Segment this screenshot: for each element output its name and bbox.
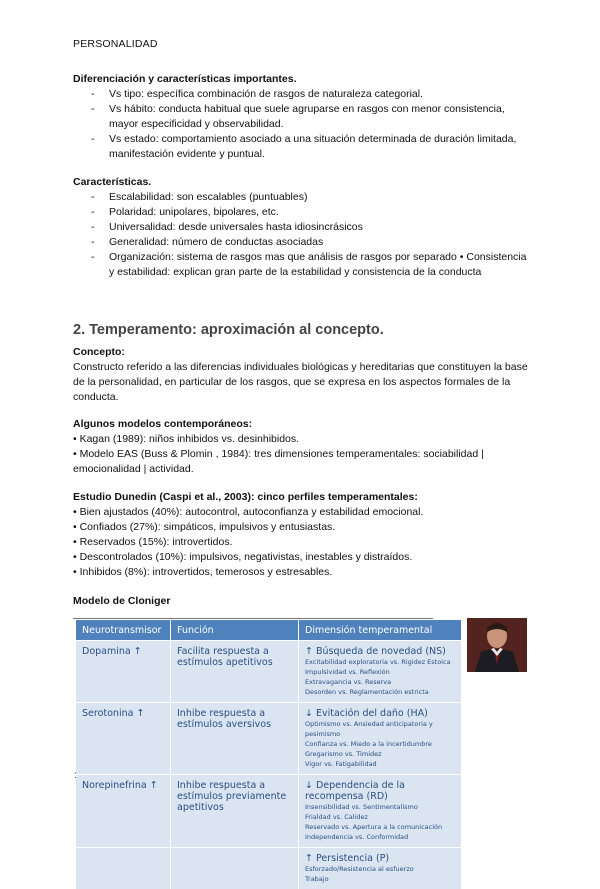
- column-header: Neurotransmisor: [76, 620, 171, 641]
- list-item: • Modelo EAS (Buss & Plomin , 1984): tres dimensiones temperamentales: sociabilidad | emocionalidad | actividad.: [73, 447, 533, 477]
- diferenciacion-title: Diferenciación y características importantes.: [73, 72, 533, 87]
- table-row: [76, 703, 462, 775]
- dimension-cell: [299, 703, 462, 775]
- function-cell: Inhibe respuesta a estímulos previamente apetitivos: [171, 775, 299, 848]
- table-header-row: [76, 620, 462, 641]
- list-item: - Organización: sistema de rasgos mas que análisis de rasgos por separado • Consistencia y estabilidad: explican gran parte de la estabilidad y consistencia de la conducta: [73, 250, 533, 280]
- cloniger-table: [76, 620, 462, 889]
- dimension-subitem: Trabajo: [305, 874, 455, 884]
- list-item: • Reservados (15%): introvertidos.: [73, 535, 533, 550]
- function-cell: Inhibe respuesta a estímulos aversivos: [171, 703, 299, 775]
- dimension-subitem: Excitabilidad exploratoria vs. Rigidez Estoica: [305, 657, 455, 667]
- dimension-subitem: Extravagancia vs. Reserva: [305, 677, 455, 687]
- dimension-title: ↓ Dependencia de la recompensa (RD): [305, 780, 455, 802]
- dimension-title: ↑ Búsqueda de novedad (NS): [305, 646, 455, 657]
- modelos-title: Algunos modelos contemporáneos:: [73, 417, 533, 432]
- dimension-subitem: Optimismo vs. Ansiedad anticipatoria y pesimismo: [305, 719, 455, 739]
- document-header: PERSONALIDAD: [73, 38, 158, 50]
- portrait-photo: [467, 618, 527, 672]
- list-item: - Universalidad: desde universales hasta idiosincrásicos: [73, 220, 533, 235]
- neurotransmitter-cell: Serotonina ↑: [76, 703, 171, 775]
- neurotransmitter-cell: Norepinefrina ↑: [76, 775, 171, 848]
- list-item: - Generalidad: número de conductas asociadas: [73, 235, 533, 250]
- modelos-section: [73, 417, 533, 477]
- list-item: - Vs estado: comportamiento asociado a una situación determinada de duración limitada, manifestación evidente y puntual.: [73, 132, 533, 162]
- list-item: • Bien ajustados (40%): autocontrol, autoconfianza y estabilidad emocional.: [73, 505, 533, 520]
- dimension-subitem: Esforzado/Resistencia al esfuerzo: [305, 864, 455, 874]
- dimension-subitem: Insensibilidad vs. Sentimentalismo: [305, 802, 455, 812]
- table-row: [76, 775, 462, 848]
- diferenciacion-section: [73, 72, 533, 162]
- caracteristicas-list: [73, 190, 533, 280]
- function-cell: [171, 848, 299, 889]
- section-heading-temperamento: 2. Temperamento: aproximación al concepto.: [73, 322, 384, 338]
- column-header: Dimensión temperamental: [299, 620, 462, 641]
- dimension-subitem: Confianza vs. Miedo a la incertidumbre: [305, 739, 455, 749]
- concepto-title: Concepto:: [73, 345, 533, 360]
- list-item: • Confiados (27%): simpáticos, impulsivos y entusiastas.: [73, 520, 533, 535]
- list-item: - Escalabilidad: son escalables (puntuables): [73, 190, 533, 205]
- concepto-section: [73, 345, 533, 405]
- concepto-text: Constructo referido a las diferencias individuales biológicas y hereditarias que constituyen la base de la personalidad, en particular de los rasgos, que se expresa en los aspectos formales de la conducta.: [73, 360, 533, 405]
- dimension-subitem: Frialdad vs. Calidez: [305, 812, 455, 822]
- function-cell: Facilita respuesta a estímulos apetitivos: [171, 641, 299, 703]
- list-item: - Vs hábito: conducta habitual que suele agruparse en rasgos con menor consistencia, mayor especificidad y observabilidad.: [73, 102, 533, 132]
- list-item: • Inhibidos (8%): introvertidos, temerosos y estresables.: [73, 565, 533, 580]
- neurotransmitter-cell: Dopamina ↑: [76, 641, 171, 703]
- dunedin-section: [73, 490, 533, 580]
- table-row: [76, 641, 462, 703]
- dimension-cell: [299, 641, 462, 703]
- margin-mark: :: [74, 770, 77, 781]
- dimension-subitem: Independencia vs. Conformidad: [305, 832, 455, 842]
- dimension-subitem: Vigor vs. Fatigabilidad: [305, 759, 455, 769]
- dimension-title: ↓ Evitación del daño (HA): [305, 708, 455, 719]
- dimension-subitem: Impulsividad vs. Reflexión: [305, 667, 455, 677]
- table-row: [76, 848, 462, 889]
- dimension-cell: [299, 775, 462, 848]
- cloniger-table-figure: [73, 618, 527, 848]
- dimension-title: ↑ Persistencia (P): [305, 853, 455, 864]
- dimension-cell: [299, 848, 462, 889]
- dimension-subitem: Gregarismo vs. Timidez: [305, 749, 455, 759]
- list-item: - Vs tipo: específica combinación de rasgos de naturaleza categorial.: [73, 87, 533, 102]
- dunedin-title: Estudio Dunedin (Caspi et al., 2003): cinco perfiles temperamentales:: [73, 490, 533, 505]
- column-header: Función: [171, 620, 299, 641]
- list-item: • Kagan (1989): niños inhibidos vs. desinhibidos.: [73, 432, 533, 447]
- neurotransmitter-cell: [76, 848, 171, 889]
- cloniger-title: Modelo de Cloniger: [73, 594, 533, 609]
- table-top-rule: [73, 618, 433, 619]
- list-item: • Descontrolados (10%): impulsivos, negativistas, inestables y distraídos.: [73, 550, 533, 565]
- dimension-subitem: Desorden vs. Reglamentación estricta: [305, 687, 455, 697]
- caracteristicas-title: Características.: [73, 175, 533, 190]
- diferenciacion-list: [73, 87, 533, 162]
- dimension-subitem: Reservado vs. Apertura a la comunicación: [305, 822, 455, 832]
- list-item: - Polaridad: unipolares, bipolares, etc.: [73, 205, 533, 220]
- caracteristicas-section: [73, 175, 533, 280]
